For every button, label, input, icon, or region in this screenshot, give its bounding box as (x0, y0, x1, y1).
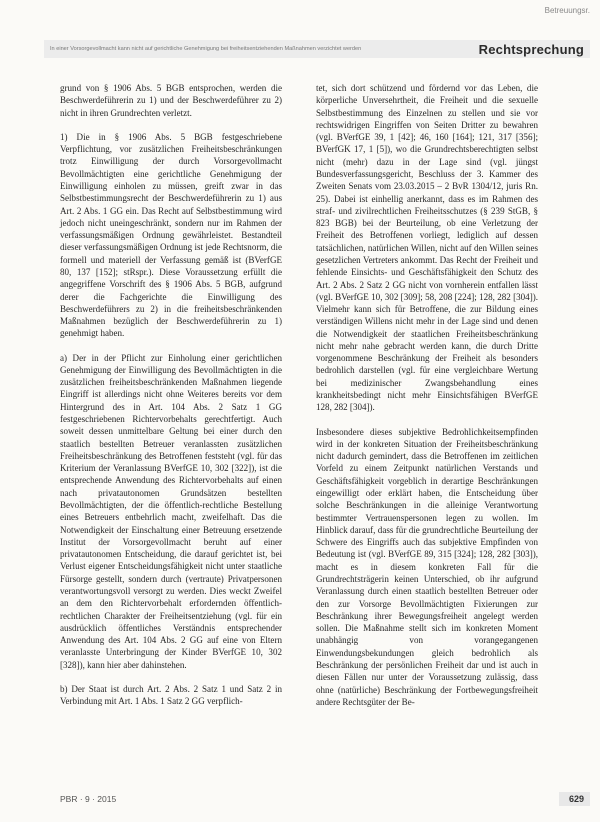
section-tag: Betreuungsr. (544, 6, 590, 15)
running-header (44, 40, 590, 58)
paragraph: a) Der in der Pflicht zur Einholung einer gerichtlichen Genehmigung der Einwilligung des Bevollmächtigten in die zusätzlichen freiheitsbeschränkenden Maßnahmen liegende Eingriff ist allerdings nicht ohne Weiteres bereits vor dem Hintergrund des in Art. 104 Abs. 2 Satz 1 GG festgeschriebenen Richtervorbehalts gerechtfertigt. Auch soweit dessen unmittelbare Geltung bei einer durch den staatlich bestellten Betreuer veranlassten zusätzlichen Freiheitsbeschränkung des Betroffenen feststeht (vgl. für das Kriterium der Veranlassung BVerfGE 10, 302 [322]), ist die entsprechende Anwendung des Richtervorbehalts auf einen nach privatautonomen Grundsätzen bestellten Bevollmächtigten, der die öffentlich-rechtliche Bestellung eines Betreuers entbehrlich macht, zweifelhaft. Das die Notwendigkeit der Einschaltung einer Betreuung ersetzende Institut der Vorsorgevollmacht beruht auf einer privatautonomen Entscheidung, die darauf gerichtet ist, bei Verlust eigener Entscheidungsfähigkeit nicht unter staatliche Fürsorge gestellt, sondern durch (vertraute) Privatpersonen verantwortungsvoll versorgt zu werden. Dies weckt Zweifel an dem den Richtervorbehalt erfordernden öffentlich-rechtlichen Charakter der Freiheitsentziehung (vgl. für ein ausdrücklich öffentliches Verständnis entsprechender Anwendung des Art. 104 Abs. 2 GG auf eine von Eltern veranlasste Unterbringung der Kinder BVerfGE 10, 302 [328]), kann hier aber dahinstehen. (60, 352, 282, 670)
journal-issue: PBR · 9 · 2015 (60, 794, 117, 804)
header-note: In einer Vorsorgevollmacht kann nicht auf gerichtliche Genehmigung bei freiheitsentziehenden Maßnahmen verzichtet werden (50, 46, 362, 52)
paragraph: Insbesondere dieses subjektive Bedrohlichkeitsempfinden wird in der konkreten Situation der Freiheitsbeschränkung nicht dadurch gemindert, dass die Betroffenen im zeitlichen Vorfeld zu einem Zeitpunkt natürlichen Verstands und Geschäftsfähigkeit vorgeblich in derartige Beschränkungen eingewilligt oder erklärt haben, die Entscheidung über solche Beschränkungen in die alleinige Verantwortung bestimmter Vertrauenspersonen legen zu wollen. Im Hinblick darauf, dass für die grundrechtliche Beurteilung der Schwere des Eingriffs auch das subjektive Empfinden von Bedeutung ist (vgl. BVerfGE 89, 315 [324]; 128, 282 [303]), macht es in diesem konkreten Fall für die Grundrechtsträgerin keinen Unterschied, ob ihr aufgrund Veranlassung durch einen staatlich bestellten Betreuer oder den zur Vorsorge Bevollmächtigten Fixierungen zur Beschränkung ihrer Bewegungsfreiheit angelegt werden sollen. Die Maßnahme stellt sich im konkreten Moment unabhängig von vorangegangenen Einwendungsbekundungen gleich bedrohlich als Beschränkung der persönlichen Freiheit dar und ist auch in diesen Fällen nur unter der Voraussetzung zulässig, dass ohne (natürliche) Beschränkung der Fortbewegungsfreiheit andere Rechtsgüter der Be- (316, 426, 538, 707)
paragraph: b) Der Staat ist durch Art. 2 Abs. 2 Satz 1 und Satz 2 in Verbindung mit Art. 1 Abs. 1 Satz 2 GG verpflich- (60, 683, 282, 707)
left-column (60, 82, 282, 708)
paragraph: grund von § 1906 Abs. 5 BGB entsprochen, werden die Beschwerdeführerin zu 1) und der Beschwerdeführer zu 2) nicht in ihren Grundrechten verletzt. (60, 83, 282, 118)
right-column (316, 82, 538, 708)
page-footer (60, 792, 590, 808)
paragraph: 1) Die in § 1906 Abs. 5 BGB festgeschriebene Verpflichtung, vor zusätzlichen Freiheitsbeschränkungen trotz Einwilligung der durch Vorsorgevollmacht Bevollmächtigten eine gerichtliche Genehmigung der Einwilligung einholen zu müssen, greift zwar in das Selbstbestimmungsrecht der Beschwerdeführerin zu 1) aus Art. 2 Abs. 1 GG ein. Das Recht auf Selbstbestimmung wird jedoch nicht uneingeschränkt, sondern nur im Rahmen der verfassungsmäßigen Ordnung gewährleistet. Bestandteil dieser verfassungsmäßigen Ordnung ist jede Rechtsnorm, die formell und materiell der Verfassung gemäß ist (BVerfGE 80, 137 [152]; stRspr.). Diese Voraussetzung erfüllt die angegriffene Vorschrift des § 1906 Abs. 5 BGB, aufgrund derer die Fachgerichte die Einwilligung des Beschwerdeführers zu 2) in die freiheitsbeschränkenden Maßnahmen bezüglich der Beschwerdeführerin zu 1) genehmigt haben. (60, 131, 282, 339)
paragraph: tet, sich dort schützend und fördernd vor das Leben, die körperliche Unversehrtheit, die Freiheit und die sexuelle Selbstbestimmung des Einzelnen zu stellen und sie vor rechtswidrigen Eingriffen von Seiten Dritter zu bewahren (vgl. BVerfGE 39, 1 [42]; 46, 160 [164]; 121, 317 [356]; BVerfGK 17, 1 [5]), wo die Grundrechtsberechtigten selbst nicht (mehr) dazu in der Lage sind (vgl. jüngst Bundesverfassungsgericht, Beschluss der 3. Kammer des Zweiten Senats vom 23.03.2015 – 2 BvR 1304/12, juris Rn. 25). Dabei ist einhellig anerkannt, dass es im Rahmen des straf- und zivilrechtlichen Freiheitsschutzes (§ 239 StGB, § 823 BGB) bei der Beurteilung, ob eine Verletzung der Freiheit des Betroffenen vorliegt, lediglich auf dessen tatsächlichen, natürlichen Willen, nicht auf den Willen seines gesetzlichen Vertreters ankommt. Das Recht der Freiheit und fehlende Einsichts- und Geschäftsfähigkeit den Schutz des Art. 2 Abs. 2 Satz 2 GG nicht von vornherein entfallen lässt (vgl. BVerfGE 10, 302 [309]; 58, 208 [224]; 128, 282 [304]). Vielmehr kann sich für Betroffene, die zur Bildung eines verständigen Willens nicht mehr in der Lage sind und denen die Notwendigkeit der staatlichen Freiheitsbeschränkung nicht mehr nahe gebracht werden kann, die durch Dritte vorgenommene Beschränkung der Freiheit als besonders bedrohlich darstellen (vgl. für eine vergleichbare Wertung bei medizinischer Zwangsbehandlung eines krankheitsbedingt nicht mehr Einsichtsfähigen BVerfGE 128, 282 [304]). (316, 83, 538, 413)
page-number: 629 (559, 792, 590, 806)
header-section-title: Rechtsprechung (478, 41, 584, 57)
